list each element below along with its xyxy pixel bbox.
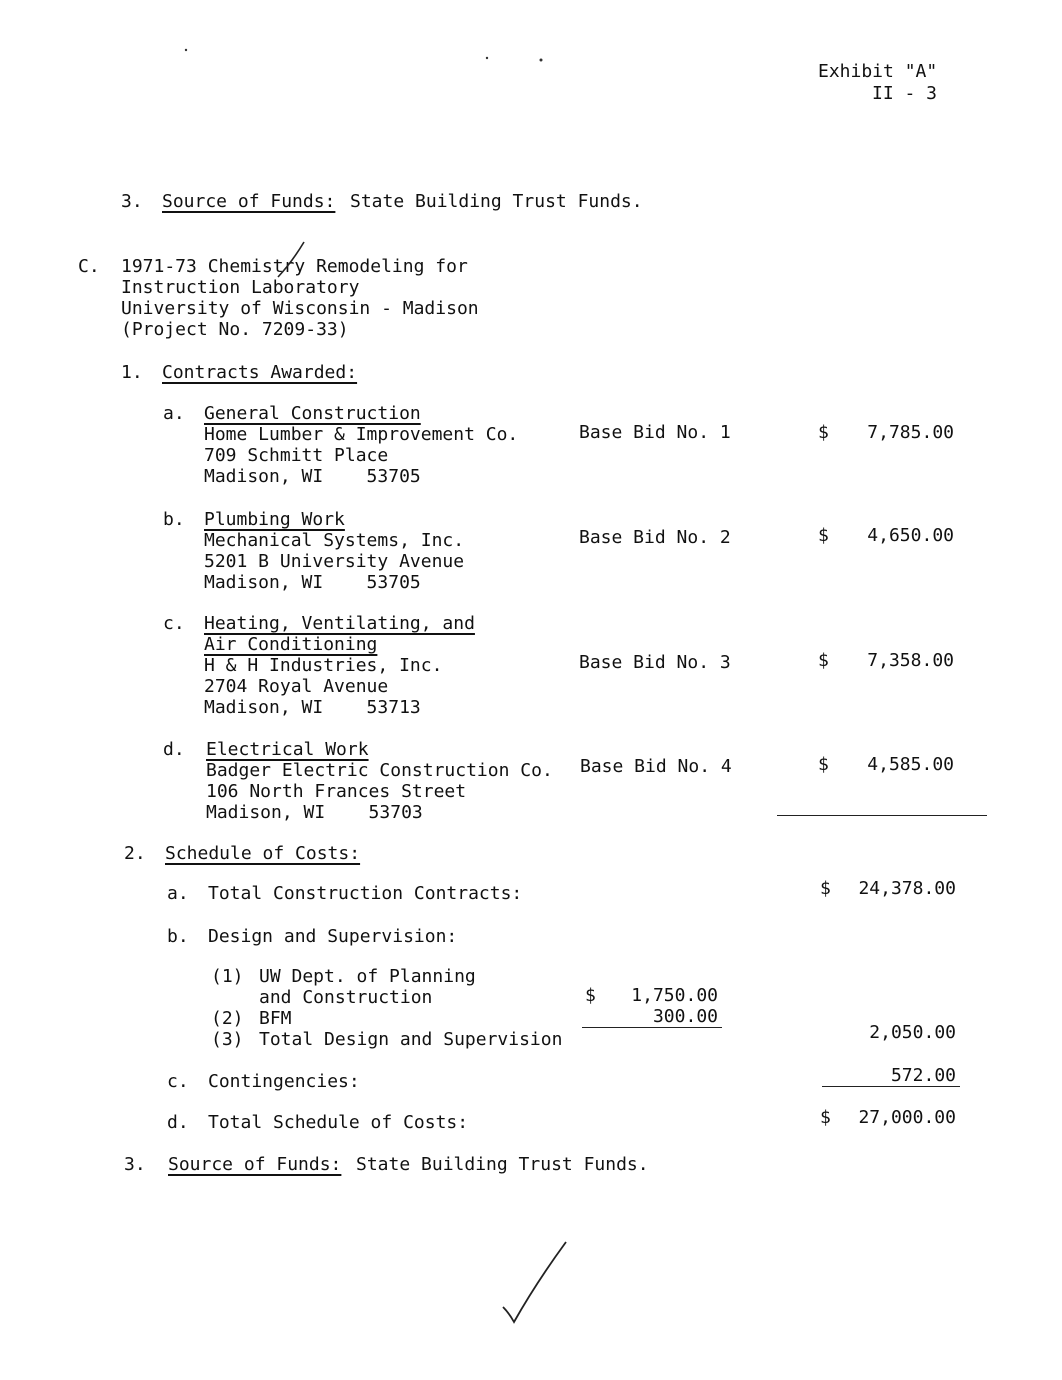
total-schedule-label: Total Schedule of Costs: [208, 1112, 469, 1133]
design-item-label: and Construction [259, 987, 433, 1008]
exhibit-label: Exhibit "A" [818, 61, 938, 82]
source-label: Source of Funds: [168, 1154, 342, 1175]
contractor-address: 5201 B University Avenue [204, 551, 465, 572]
source-text: State Building Trust Funds. [356, 1154, 649, 1175]
contractor-address: 709 Schmitt Place [204, 445, 389, 466]
schedule-heading: Schedule of Costs: [165, 843, 361, 864]
source-number: 3. [124, 1154, 146, 1175]
currency-symbol: $ [818, 650, 829, 671]
schedule-letter: b. [167, 926, 189, 947]
contractor-address: 2704 Royal Avenue [204, 676, 389, 697]
total-schedule-amount: 27,000.00 [858, 1107, 956, 1128]
speck [185, 49, 187, 51]
design-item-number: (2) [211, 1008, 244, 1029]
contract-letter: d. [163, 739, 185, 760]
base-bid: Base Bid No. 4 [580, 756, 732, 777]
contractor-name: Mechanical Systems, Inc. [204, 530, 465, 551]
bid-amount: 7,358.00 [867, 650, 954, 671]
page-number: II - 3 [872, 83, 938, 104]
design-supervision-label: Design and Supervision: [208, 926, 458, 947]
design-item-number: (3) [211, 1029, 244, 1050]
contract-letter: a. [163, 403, 185, 424]
contractor-city: Madison, WI 53713 [204, 697, 421, 718]
contract-title: Air Conditioning [204, 634, 378, 655]
contract-letter: c. [163, 613, 185, 634]
contracts-heading: Contracts Awarded: [162, 362, 358, 383]
speck [486, 57, 488, 59]
project-title-line: 1971-73 Chemistry Remodeling for [121, 256, 468, 277]
design-item-amount: 1,750.00 [631, 985, 718, 1006]
prior-source-text: State Building Trust Funds. [350, 191, 643, 212]
project-letter: C. [78, 256, 100, 277]
design-item-label: UW Dept. of Planning [259, 966, 476, 987]
contractor-address: 106 North Frances Street [206, 781, 467, 802]
currency-symbol: $ [818, 754, 829, 775]
design-item-number: (1) [211, 966, 244, 987]
check-mark-stroke [278, 242, 304, 277]
bid-amount: 7,785.00 [867, 422, 954, 443]
contract-title: Electrical Work [206, 739, 369, 760]
prior-source-number: 3. [121, 191, 143, 212]
speck [540, 59, 543, 62]
contract-letter: b. [163, 509, 185, 530]
design-item-amount: 300.00 [652, 1006, 718, 1027]
contractor-name: Home Lumber & Improvement Co. [204, 424, 519, 445]
prior-source-label: Source of Funds: [162, 191, 336, 212]
contract-title: Heating, Ventilating, and [204, 613, 475, 634]
bid-amount: 4,650.00 [867, 525, 954, 546]
base-bid: Base Bid No. 2 [579, 527, 731, 548]
base-bid: Base Bid No. 1 [579, 422, 731, 443]
project-title-line: University of Wisconsin - Madison [121, 298, 479, 319]
currency-symbol: $ [818, 422, 829, 443]
design-item-label: BFM [259, 1008, 292, 1029]
currency-symbol: $ [820, 878, 831, 899]
contract-title: Plumbing Work [204, 509, 345, 530]
schedule-letter: c. [167, 1071, 189, 1092]
design-item-label: Total Design and Supervision [259, 1029, 563, 1050]
contractor-name: Badger Electric Construction Co. [206, 760, 553, 781]
contractor-name: H & H Industries, Inc. [204, 655, 443, 676]
contingencies-label: Contingencies: [208, 1071, 360, 1092]
base-bid: Base Bid No. 3 [579, 652, 731, 673]
total-construction-amount: 24,378.00 [858, 878, 956, 899]
bid-amount: 4,585.00 [867, 754, 954, 775]
schedule-letter: a. [167, 883, 189, 904]
schedule-number: 2. [124, 843, 146, 864]
total-construction-label: Total Construction Contracts: [208, 883, 523, 904]
project-number: (Project No. 7209-33) [121, 319, 349, 340]
contractor-city: Madison, WI 53705 [204, 572, 421, 593]
currency-symbol: $ [585, 985, 596, 1006]
design-total-amount: 2,050.00 [869, 1022, 956, 1043]
project-title-line: Instruction Laboratory [121, 277, 360, 298]
contracts-number: 1. [121, 362, 143, 383]
contractor-city: Madison, WI 53705 [204, 466, 421, 487]
currency-symbol: $ [820, 1107, 831, 1128]
contingencies-amount: 572.00 [890, 1065, 956, 1086]
contractor-city: Madison, WI 53703 [206, 802, 423, 823]
schedule-letter: d. [167, 1112, 189, 1133]
contract-title: General Construction [204, 403, 421, 424]
check-mark-icon [503, 1242, 566, 1322]
currency-symbol: $ [818, 525, 829, 546]
